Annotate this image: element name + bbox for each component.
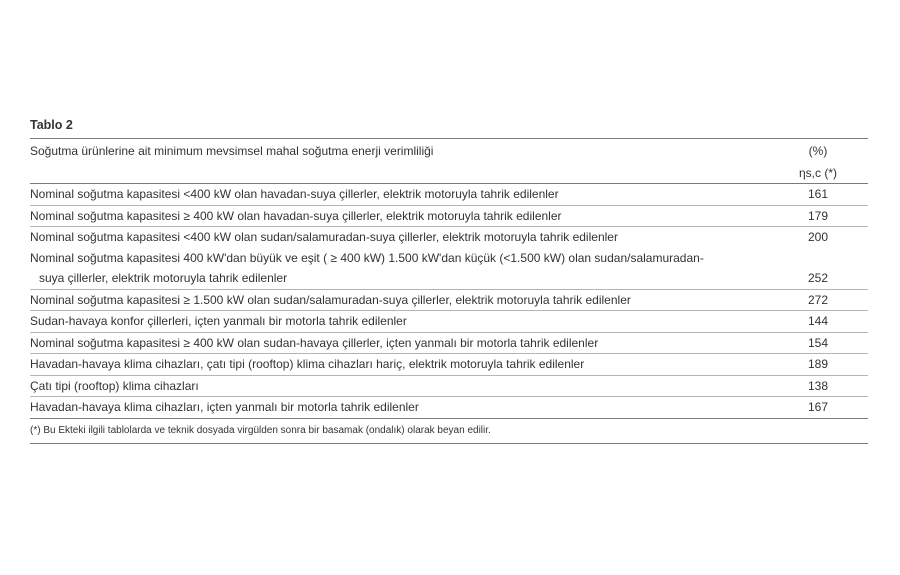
row-description: Havadan-havaya klima cihazları, çatı tipi (rooftop) klima cihazları hariç, elektrik motoruyla tahrik edilenler xyxy=(30,354,768,376)
row-description-line2: suya çillerler, elektrik motoruyla tahrik edilenler xyxy=(39,271,288,285)
row-description-line1: Nominal soğutma kapasitesi 400 kW'dan büyük ve eşit ( ≥ 400 kW) 1.500 kW'dan küçük (<1.500 kW) olan sudan/salamuradan- xyxy=(30,250,704,265)
table-row xyxy=(30,248,868,290)
table-row xyxy=(30,311,868,333)
row-description: Çatı tipi (rooftop) klima cihazları xyxy=(30,375,768,397)
row-value: 167 xyxy=(768,397,868,419)
row-description: Nominal soğutma kapasitesi <400 kW olan sudan/salamuradan-suya çillerler, elektrik motoruyla tahrik edilenler xyxy=(30,230,618,244)
row-description-multiline xyxy=(30,248,768,290)
header-description: Soğutma ürünlerine ait minimum mevsimsel mahal soğutma enerji verimliliği xyxy=(30,139,768,164)
table-caption: Tablo 2 xyxy=(30,118,73,132)
document-body xyxy=(30,118,868,444)
table-row xyxy=(30,354,868,376)
row-description: Nominal soğutma kapasitesi <400 kW olan havadan-suya çillerler, elektrik motoruyla tahrik edilenler xyxy=(30,184,768,206)
row-value: 154 xyxy=(768,332,868,354)
row-description: Nominal soğutma kapasitesi ≥ 1.500 kW olan sudan/salamuradan-suya çillerler, elektrik motoruyla tahrik edilenler xyxy=(30,289,768,311)
row-description: Sudan-havaya konfor çillerleri, içten yanmalı bir motorla tahrik edilenler xyxy=(30,311,768,333)
table-row xyxy=(30,205,868,227)
row-value: 272 xyxy=(768,289,868,311)
table-row xyxy=(30,227,868,248)
subheader-empty xyxy=(30,163,768,184)
header-symbol: ηs,c (*) xyxy=(768,163,868,184)
table-header-row xyxy=(30,139,868,164)
table-row xyxy=(30,375,868,397)
table-row xyxy=(30,332,868,354)
table-row xyxy=(30,184,868,206)
row-value: 161 xyxy=(768,184,868,206)
header-unit: (%) xyxy=(768,139,868,164)
table-row xyxy=(30,289,868,311)
table-footnote: (*) Bu Ekteki ilgili tablolarda ve teknik dosyada virgülden sonra bir basamak (ondalık) olarak beyan edilir. xyxy=(30,418,868,443)
row-description: Nominal soğutma kapasitesi ≥ 400 kW olan sudan-havaya çillerler, içten yanmalı bir motorla tahrik edilenler xyxy=(30,332,768,354)
row-value: 200 xyxy=(807,230,829,244)
row-value: 144 xyxy=(768,311,868,333)
row-description: Havadan-havaya klima cihazları, içten yanmalı bir motorla tahrik edilenler xyxy=(30,397,768,419)
row-value: 189 xyxy=(768,354,868,376)
table-footnote-row xyxy=(30,418,868,443)
table-row xyxy=(30,397,868,419)
row-value: 252 xyxy=(768,248,868,290)
row-value: 138 xyxy=(768,375,868,397)
table-subheader-row xyxy=(30,163,868,184)
efficiency-table xyxy=(30,138,868,444)
row-value: 179 xyxy=(768,205,868,227)
row-description: Nominal soğutma kapasitesi ≥ 400 kW olan havadan-suya çillerler, elektrik motoruyla tahrik edilenler xyxy=(30,205,768,227)
